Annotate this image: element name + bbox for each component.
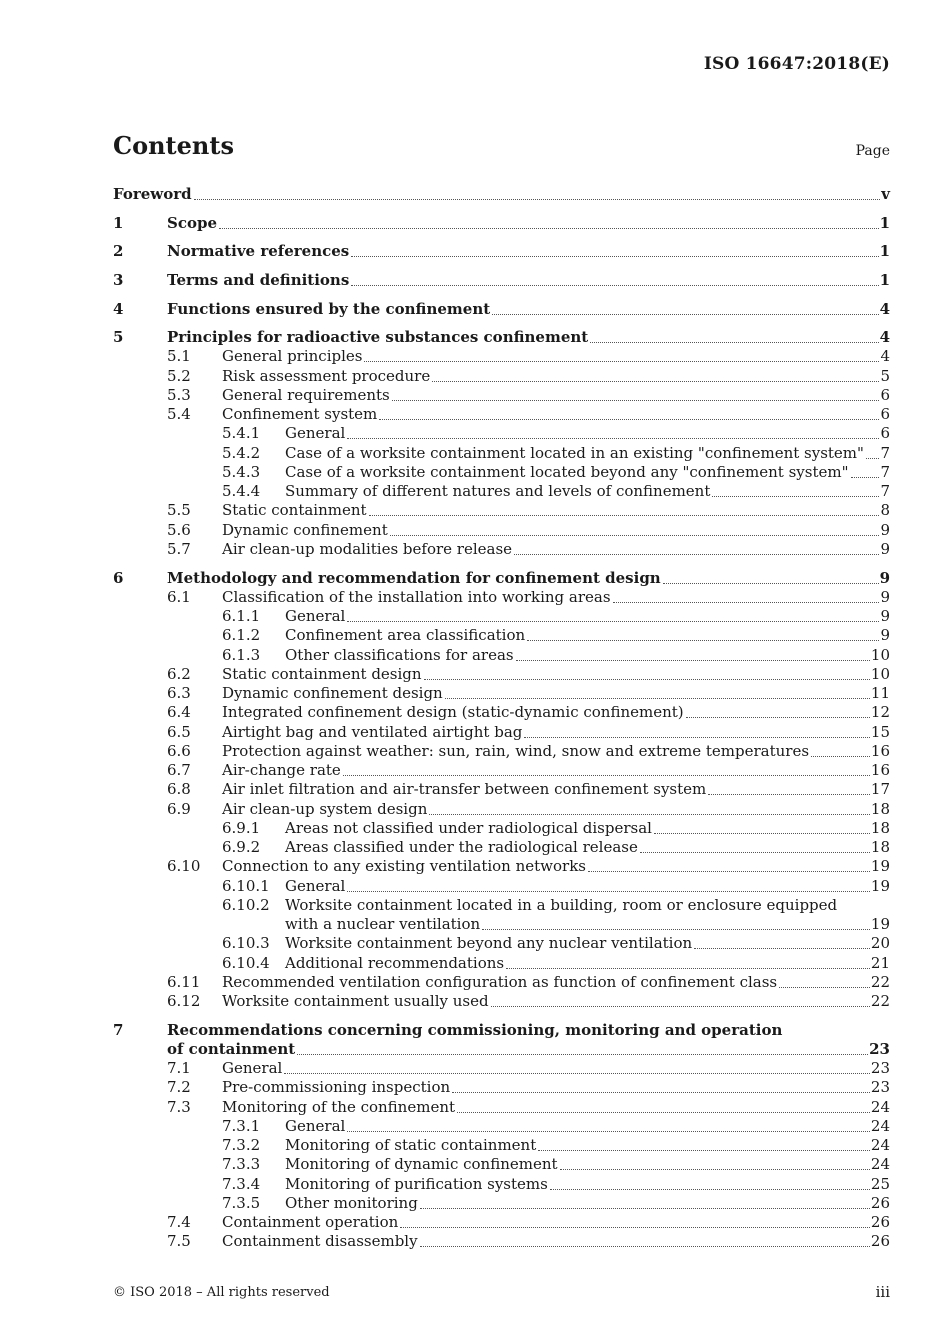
toc-entry-number: 6.4 [167, 703, 191, 722]
toc-entry[interactable] [113, 992, 890, 1011]
toc-entry-number: 6.8 [167, 780, 191, 799]
toc-entry-page: 8 [880, 501, 890, 520]
toc-entry[interactable] [113, 1194, 890, 1213]
toc-entry-title: Areas not classified under radiological dispersal [285, 818, 652, 837]
toc-entry-number: 5.4.4 [222, 482, 261, 501]
toc-entry-title: Airtight bag and ventilated airtight bag [222, 722, 523, 741]
toc-entry-title: Worksite containment beyond any nuclear ventilation [285, 934, 693, 953]
toc-entry-page: 24 [870, 1136, 890, 1155]
toc-entry-page: 7 [880, 482, 890, 501]
dot-leader [613, 602, 880, 603]
dot-leader [851, 477, 880, 478]
dot-leader [347, 438, 879, 439]
toc-entry-number: 5.4.3 [222, 462, 261, 481]
toc-entry-page: 1 [879, 213, 890, 232]
dot-leader [379, 419, 879, 420]
toc-entry-title: General [222, 1059, 283, 1078]
toc-entry-page: 6 [880, 385, 890, 404]
toc-entry-number: 5.4.1 [222, 424, 261, 443]
toc-entry[interactable] [113, 799, 890, 818]
toc-entry-page: 12 [870, 703, 890, 722]
toc-entry[interactable] [113, 607, 890, 626]
toc-entry-page: 6 [880, 405, 890, 424]
toc-entry-page: 22 [870, 972, 890, 991]
toc-entry[interactable] [113, 559, 890, 588]
dot-leader [588, 871, 870, 872]
toc-entry[interactable] [113, 684, 890, 703]
toc-entry-title: Monitoring of dynamic confinement [285, 1155, 558, 1174]
toc-entry[interactable] [113, 1232, 890, 1251]
toc-entry-title: Confinement system [222, 405, 378, 424]
toc-entry-title: Static containment design [222, 664, 422, 683]
toc-entry-title: Air clean-up modalities before release [222, 539, 513, 558]
toc-entry-number: 1 [113, 213, 124, 232]
dot-leader [400, 1227, 870, 1228]
toc-entry-number: 6.9 [167, 799, 191, 818]
toc-entry-page: 23 [869, 1039, 890, 1058]
dot-leader [457, 1112, 870, 1113]
toc-entry-number: 7.3.4 [222, 1174, 261, 1193]
toc-entry-title: Case of a worksite containment located in an existing "confinement system" [285, 443, 864, 462]
dot-leader [429, 814, 870, 815]
dot-leader [694, 948, 870, 949]
toc-entry-title: Other monitoring [285, 1193, 418, 1212]
footer-page-number: iii [875, 1283, 890, 1301]
toc-entry-number: 6.1.3 [222, 645, 261, 664]
toc-entry-title: Scope [167, 213, 218, 232]
dot-leader [432, 381, 879, 382]
toc-entry-number: 5.6 [167, 520, 191, 539]
toc-entry-number: 6.2 [167, 664, 191, 683]
toc-entry-page: 25 [870, 1174, 890, 1193]
toc-entry-number: 2 [113, 242, 124, 261]
toc-entry-number: 6.6 [167, 741, 191, 760]
toc-entry-number: 6.12 [167, 992, 201, 1011]
toc-entry-title: Monitoring of the confinement [222, 1097, 456, 1116]
toc-entry[interactable] [113, 482, 890, 501]
toc-entry-title: Connection to any existing ventilation networks [222, 857, 587, 876]
dot-leader [445, 698, 870, 699]
toc-entry[interactable] [113, 319, 890, 348]
toc-entry-page: 18 [870, 838, 890, 857]
toc-entry-title: Static containment [222, 501, 367, 520]
toc-entry-title: Summary of different natures and levels of confinement [285, 482, 711, 501]
toc-entry[interactable] [113, 780, 890, 799]
dot-leader [420, 1208, 870, 1209]
toc-entry[interactable] [113, 1059, 890, 1078]
toc-entry-page: 6 [880, 424, 890, 443]
toc-entry-title: Dynamic confinement design [222, 684, 443, 703]
toc-entry[interactable] [113, 742, 890, 761]
toc-entry-page: 19 [870, 915, 890, 934]
dot-leader [590, 342, 878, 343]
toc-entry-page: 22 [870, 992, 890, 1011]
toc-entry-page: 7 [880, 443, 890, 462]
dot-leader [392, 400, 880, 401]
toc-entry[interactable] [113, 588, 890, 607]
toc-entry-title: Principles for radioactive substances confinement [167, 328, 589, 347]
toc-entry[interactable] [113, 386, 890, 405]
toc-entry[interactable] [113, 185, 890, 204]
toc-entry-title: General [285, 876, 346, 895]
toc-entry-page: 18 [870, 799, 890, 818]
toc-entry-page: 23 [870, 1078, 890, 1097]
toc-entry-title: General [285, 1116, 346, 1135]
toc-entry-number: 5.4 [167, 405, 191, 424]
toc-entry[interactable] [113, 540, 890, 559]
toc-entry-number: 6.9.2 [222, 838, 261, 857]
toc-entry-title: Pre-commissioning inspection [222, 1078, 451, 1097]
toc-entry-title: Containment operation [222, 1213, 399, 1232]
toc-entry[interactable] [113, 819, 890, 838]
toc-entry-page: 16 [870, 761, 890, 780]
toc-entry-number: 6.1.2 [222, 626, 261, 645]
toc-entry-number: 7.3.5 [222, 1193, 261, 1212]
toc-entry-title: Functions ensured by the confinement [167, 299, 491, 318]
dot-leader [347, 621, 879, 622]
dot-leader [351, 256, 878, 257]
toc-entry-title: Containment disassembly [222, 1232, 418, 1251]
dot-leader [347, 1131, 870, 1132]
toc-entry-page: 15 [870, 722, 890, 741]
page-title: Contents [113, 131, 234, 160]
dot-leader [351, 285, 878, 286]
toc-entry[interactable] [113, 204, 890, 233]
dot-leader [640, 852, 870, 853]
toc-entry-number: 5.5 [167, 501, 191, 520]
toc-entry-page: 9 [880, 520, 890, 539]
toc-entry[interactable] [113, 501, 890, 520]
toc-entry-page: 16 [870, 741, 890, 760]
toc-entry-title: Integrated confinement design (static-dynamic confinement) [222, 703, 684, 722]
toc-entry[interactable] [113, 1011, 890, 1040]
toc-entry[interactable] [113, 233, 890, 262]
toc-entry-title: General [285, 424, 346, 443]
toc-entry[interactable] [113, 290, 890, 319]
toc-entry-number: 6.5 [167, 722, 191, 741]
dot-leader [527, 640, 879, 641]
toc-entry-page: 24 [870, 1155, 890, 1174]
toc-entry-title: Air inlet filtration and air-transfer between confinement system [222, 780, 707, 799]
toc-entry-title: Risk assessment procedure [222, 366, 431, 385]
toc-entry-title: Confinement area classification [285, 626, 526, 645]
dot-leader [284, 1073, 870, 1074]
toc-entry-number: 5.7 [167, 539, 191, 558]
toc-entry[interactable] [113, 953, 890, 972]
dot-leader [364, 361, 879, 362]
toc-entry-page: 26 [870, 1193, 890, 1212]
toc-entry-title: Worksite containment usually used [222, 992, 489, 1011]
toc-entry-page: 4 [879, 299, 890, 318]
dot-leader [506, 968, 870, 969]
dot-leader [514, 554, 879, 555]
toc-entry-number: 4 [113, 299, 124, 318]
toc-entry-number: 5.3 [167, 385, 191, 404]
toc-entry-page: 11 [870, 684, 890, 703]
toc-entry-page: 17 [870, 780, 890, 799]
toc-entry-page: 20 [870, 934, 890, 953]
toc-entry-title: Methodology and recommendation for confinement design [167, 568, 661, 587]
dot-leader [343, 775, 870, 776]
toc-entry-title: Normative references [167, 242, 350, 261]
dot-leader [369, 515, 880, 516]
toc-entry-page: 9 [880, 626, 890, 645]
dot-leader [452, 1092, 870, 1093]
toc-entry-title: Areas classified under the radiological release [285, 838, 638, 857]
toc-entry-number: 7.2 [167, 1078, 191, 1097]
toc-entry-page: 4 [879, 328, 890, 347]
toc-entry-page: 24 [870, 1116, 890, 1135]
toc-entry-page: 9 [879, 568, 890, 587]
toc-entry[interactable] [113, 665, 890, 684]
toc-entry-number: 6.1.1 [222, 607, 261, 626]
toc-entry-page: 5 [880, 366, 890, 385]
toc-entry[interactable] [113, 645, 890, 664]
page-column-label: Page [855, 143, 890, 159]
toc-entry-number: 6.1 [167, 587, 191, 606]
dot-leader [420, 1246, 870, 1247]
toc-entry-page: 24 [870, 1097, 890, 1116]
toc-entry-title: Foreword [113, 185, 192, 204]
toc-entry-page: 26 [870, 1232, 890, 1251]
dot-leader [686, 717, 870, 718]
toc-entry-page: 1 [879, 271, 890, 290]
toc-entry-number: 6.10.1 [222, 876, 270, 895]
toc-entry[interactable] [113, 261, 890, 290]
standard-identifier: ISO 16647:2018(E) [703, 54, 890, 74]
toc-entry-page: 19 [870, 876, 890, 895]
toc-entry-number: 7.4 [167, 1213, 191, 1232]
dot-leader [492, 314, 878, 315]
dot-leader [654, 833, 870, 834]
toc-entry[interactable] [113, 1174, 890, 1193]
toc-entry-page: 26 [870, 1213, 890, 1232]
toc-entry-number: 7.3.2 [222, 1136, 261, 1155]
dot-leader [712, 496, 879, 497]
toc-entry[interactable] [113, 366, 890, 385]
toc-entry-title: Worksite containment located in a building, room or enclosure equipped [285, 895, 838, 914]
toc-entry[interactable] [113, 405, 890, 424]
toc-entry[interactable] [113, 761, 890, 780]
toc-entry-number: 7.3 [167, 1097, 191, 1116]
toc-entry-number: 7.1 [167, 1059, 191, 1078]
toc-entry-title-continued: with a nuclear ventilation [285, 915, 481, 934]
dot-leader [297, 1054, 868, 1055]
toc-entry-title: Protection against weather: sun, rain, wind, snow and extreme temperatures [222, 741, 810, 760]
toc-entry-continuation[interactable] [113, 1040, 890, 1059]
dot-leader [516, 660, 870, 661]
toc-entry-number: 6.10.4 [222, 953, 270, 972]
table-of-contents [113, 185, 890, 1251]
toc-entry-title: General principles [222, 347, 363, 366]
toc-entry-title-continued: of containment [167, 1039, 296, 1058]
toc-entry-number: 6.9.1 [222, 818, 261, 837]
toc-entry[interactable] [113, 626, 890, 645]
toc-entry-number: 6 [113, 568, 124, 587]
toc-entry-page: 23 [870, 1059, 890, 1078]
toc-entry[interactable] [113, 1078, 890, 1097]
toc-entry-page: 1 [879, 242, 890, 261]
dot-leader [538, 1150, 870, 1151]
toc-entry[interactable] [113, 1213, 890, 1232]
toc-entry-title: Air-change rate [222, 761, 341, 780]
toc-entry-title: Recommended ventilation configuration as function of confinement class [222, 972, 778, 991]
dot-leader [550, 1189, 870, 1190]
dot-leader [866, 458, 880, 459]
toc-entry[interactable] [113, 876, 890, 895]
toc-entry-number: 7.3.3 [222, 1155, 261, 1174]
toc-entry[interactable] [113, 443, 890, 462]
toc-entry-title: Other classifications for areas [285, 645, 514, 664]
toc-entry-number: 6.10 [167, 857, 201, 876]
toc-entry[interactable] [113, 1155, 890, 1174]
toc-entry-page: 9 [880, 587, 890, 606]
dot-leader [347, 891, 870, 892]
dot-leader [424, 679, 870, 680]
toc-entry-title: Dynamic confinement [222, 520, 388, 539]
toc-entry-page: v [881, 185, 890, 204]
toc-entry[interactable] [113, 722, 890, 741]
toc-entry-number: 3 [113, 271, 124, 290]
toc-entry[interactable] [113, 424, 890, 443]
toc-entry[interactable] [113, 1117, 890, 1136]
dot-leader [491, 1006, 870, 1007]
toc-entry-number: 5.2 [167, 366, 191, 385]
toc-entry-number: 6.11 [167, 972, 201, 991]
toc-entry-page: 4 [880, 347, 890, 366]
toc-entry[interactable] [113, 703, 890, 722]
toc-entry-title: Recommendations concerning commissioning, monitoring and operation [167, 1020, 783, 1039]
footer-copyright: © ISO 2018 – All rights reserved [113, 1285, 330, 1300]
toc-entry[interactable] [113, 463, 890, 482]
toc-entry-title: Case of a worksite containment located beyond any "confinement system" [285, 462, 849, 481]
toc-entry-number: 6.10.3 [222, 934, 270, 953]
toc-entry-number: 7.5 [167, 1232, 191, 1251]
dot-leader [560, 1169, 870, 1170]
toc-entry[interactable] [113, 838, 890, 857]
dot-leader [708, 794, 870, 795]
toc-entry-continuation[interactable] [113, 915, 890, 934]
dot-leader [219, 228, 879, 229]
toc-entry-title: General requirements [222, 385, 390, 404]
toc-entry-page: 19 [870, 857, 890, 876]
toc-entry[interactable] [113, 896, 890, 915]
toc-entry-number: 7.3.1 [222, 1116, 261, 1135]
toc-entry-number: 6.10.2 [222, 895, 270, 914]
toc-entry-title: Air clean-up system design [222, 799, 428, 818]
dot-leader [811, 756, 870, 757]
dot-leader [482, 929, 870, 930]
toc-entry-page: 10 [870, 664, 890, 683]
toc-entry-number: 7 [113, 1020, 124, 1039]
dot-leader [524, 737, 870, 738]
toc-entry-number: 5.1 [167, 347, 191, 366]
toc-entry-page: 10 [870, 645, 890, 664]
toc-entry-title: Classification of the installation into working areas [222, 587, 611, 606]
toc-entry-number: 6.3 [167, 684, 191, 703]
toc-entry-number: 6.7 [167, 761, 191, 780]
toc-entry-number: 5.4.2 [222, 443, 261, 462]
toc-entry[interactable] [113, 973, 890, 992]
dot-leader [779, 987, 870, 988]
toc-entry[interactable] [113, 1136, 890, 1155]
toc-entry-title: General [285, 607, 346, 626]
toc-entry-page: 18 [870, 818, 890, 837]
toc-entry-title: Monitoring of purification systems [285, 1174, 548, 1193]
toc-entry-page: 7 [880, 462, 890, 481]
toc-entry[interactable] [113, 934, 890, 953]
toc-entry[interactable] [113, 857, 890, 876]
toc-entry-page: 21 [870, 953, 890, 972]
dot-leader [390, 535, 880, 536]
toc-entry-page: 9 [880, 539, 890, 558]
toc-entry-title: Additional recommendations [285, 953, 505, 972]
toc-entry[interactable] [113, 1097, 890, 1116]
dot-leader [663, 583, 879, 584]
toc-entry-title: Terms and definitions [167, 271, 350, 290]
toc-entry-page: 9 [880, 607, 890, 626]
toc-entry[interactable] [113, 347, 890, 366]
toc-entry[interactable] [113, 520, 890, 539]
toc-entry-number: 5 [113, 328, 124, 347]
dot-leader [194, 199, 881, 200]
toc-entry-title: Monitoring of static containment [285, 1136, 537, 1155]
